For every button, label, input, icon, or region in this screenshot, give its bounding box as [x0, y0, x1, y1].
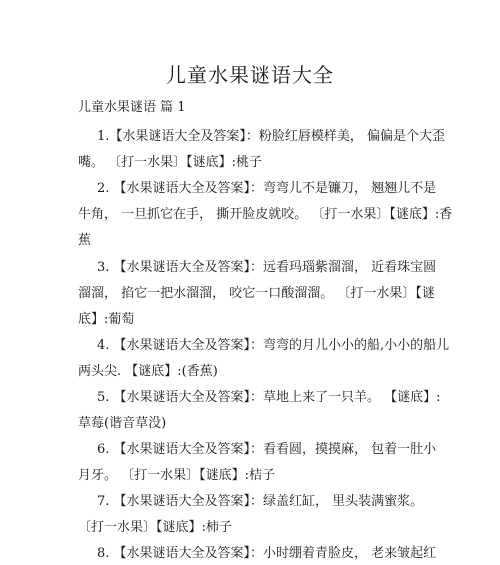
- riddle-line: 草莓(谐音草没): [78, 416, 167, 431]
- riddle-line: 8. 【水果谜语大全及答案】：小时绷着青脸皮， 老来皱起红: [97, 546, 437, 561]
- riddle-line: 嘴。 〔打一水果〕【谜底】:桃子: [78, 155, 263, 170]
- riddle-line: 4. 【水果谜语大全及答案】：弯弯的月儿小小的船,小小的船儿: [97, 338, 450, 353]
- riddle-line: 月牙。 〔打一水果〕【谜底】:桔子: [78, 468, 276, 483]
- riddle-line: 蕉: [78, 233, 92, 248]
- riddle-line: 7. 【水果谜语大全及答案】：绿盖红缸， 里头装满蜜浆。: [97, 494, 424, 509]
- section-heading: 儿童水果谜语 篇 1: [78, 100, 186, 115]
- riddle-line: 3. 【水果谜语大全及答案】：远看玛瑙紫溜溜， 近看珠宝圆: [97, 260, 437, 275]
- riddle-line: 1.【水果谜语大全及答案】：粉脸红唇模样美， 偏偏是个大歪: [97, 129, 446, 144]
- page-title: 儿童水果谜语大全: [166, 63, 334, 87]
- riddle-line: 底】:葡萄: [78, 312, 135, 327]
- riddle-line: 5. 【水果谜语大全及答案】：草地上来了一只羊。 【谜底】:: [97, 390, 441, 405]
- riddle-line: 牛角， 一旦抓它在手， 撕开脸皮就咬。 〔打一水果〕【谜底】:香: [78, 207, 453, 222]
- riddle-line: 2. 【水果谜语大全及答案】：弯弯儿不是镰刀， 翘翘儿不是: [97, 181, 437, 196]
- riddle-line: 〔打一水果〕【谜底】:柿子: [78, 520, 232, 535]
- riddle-line: 6. 【水果谜语大全及答案】：看看圆，摸摸麻， 包着一肚小: [97, 442, 437, 457]
- riddle-line: 两头尖. 【谜底】:(香蕉): [78, 364, 218, 379]
- riddle-line: 溜溜， 掐它一把水溜溜， 咬它一口酸溜溜。 〔打一水果〕【谜: [78, 286, 435, 301]
